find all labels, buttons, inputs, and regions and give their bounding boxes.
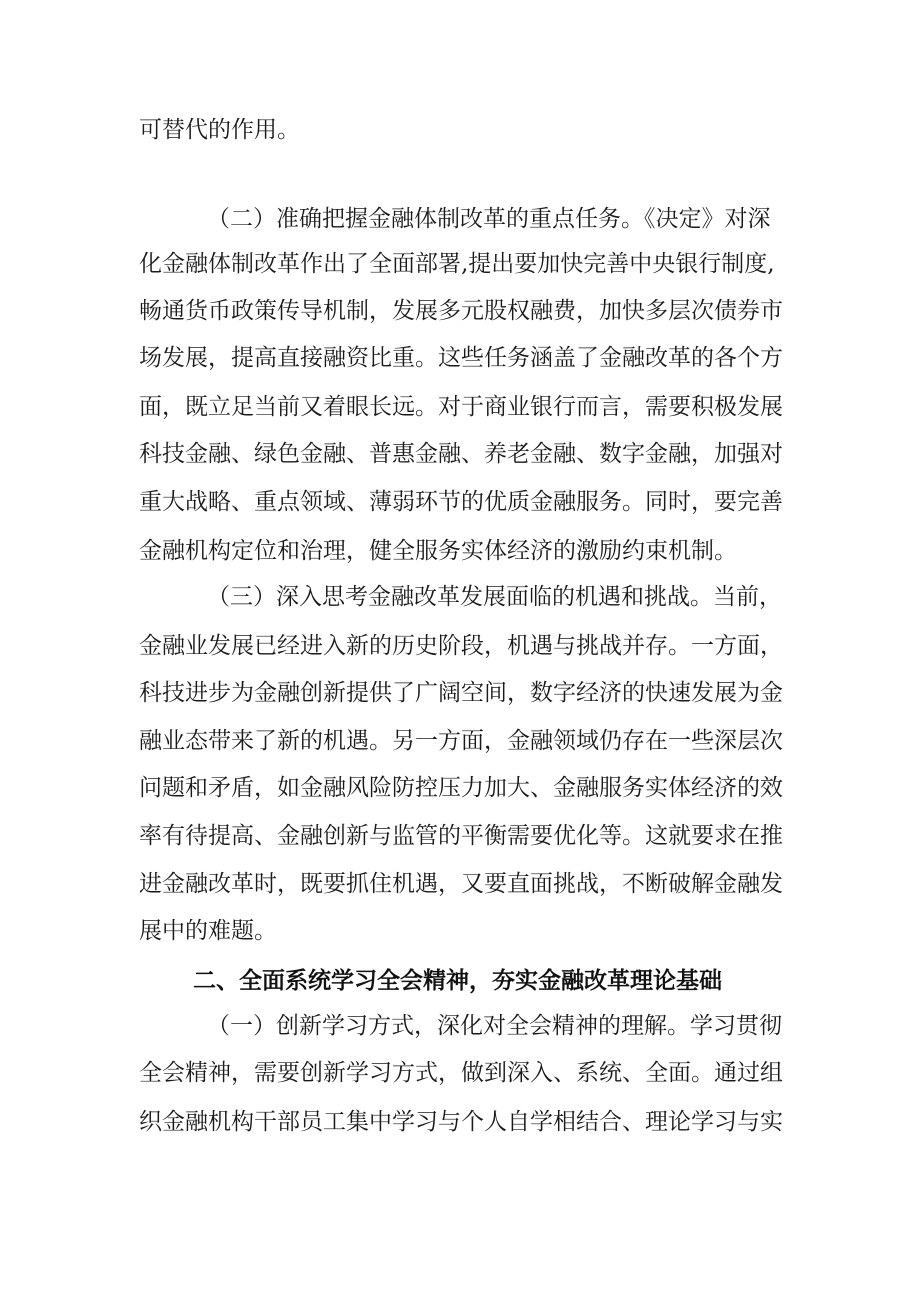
text-line: 问题和矛盾，如金融风险防控压力加大、金融服务实体经济的效 — [139, 775, 783, 801]
text-line: 面，既立足当前又着眼长远。对于商业银行而言，需要积极发展 — [139, 394, 783, 420]
text-line: （二）准确把握金融体制改革的重点任务。《决定》对深 — [207, 206, 771, 232]
text-line: 全会精神，需要创新学习方式，做到深入、系统、全面。通过组 — [139, 1060, 783, 1086]
text-line: 场发展，提高直接融资比重。这些任务涵盖了金融改革的各个方 — [139, 345, 783, 371]
text-line: 畅通货币政策传导机制，发展多元股权融费，加快多层次债券市 — [139, 298, 783, 324]
text-line: 展中的难题。 — [139, 918, 277, 944]
text-line: 金融业发展已经进入新的历史阶段，机遇与挑战并存。一方面， — [139, 633, 783, 659]
text-line: 科技进步为金融创新提供了广阔空间，数字经济的快速发展为金 — [139, 680, 783, 706]
text-line: （三）深入思考金融改革发展面临的机遇和挑战。当前， — [207, 584, 782, 610]
text-line: 科技金融、绿色金融、普惠金融、养老金融、数字金融，加强对 — [139, 441, 783, 467]
text-line: 重大战略、重点领域、薄弱环节的优质金融服务。同时，要完善 — [139, 489, 783, 515]
text-line: 进金融改革时，既要抓住机遇，又要直面挑战，不断破解金融发 — [139, 871, 783, 897]
text-line: 融业态带来了新的机遇。另一方面，金融领域仍存在一些深层次 — [139, 728, 783, 754]
text-line: （一）创新学习方式，深化对全会精神的理解。学习贯彻 — [207, 1013, 782, 1039]
section-heading: 二、全面系统学习全会精神，夯实金融改革理论基础 — [193, 968, 722, 994]
text-line: 化金融体制改革作出了全面部署,提出要加快完善中央银行制度, — [139, 251, 775, 277]
text-line: 可替代的作用。 — [139, 117, 300, 143]
text-line: 织金融机构干部员工集中学习与个人自学相结合、理论学习与实 — [139, 1109, 783, 1135]
text-line: 率有待提高、金融创新与监管的平衡需要优化等。这就要求在推 — [139, 823, 783, 849]
text-line: 金融机构定位和治理，健全服务实体经济的激励约束机制。 — [139, 538, 737, 564]
